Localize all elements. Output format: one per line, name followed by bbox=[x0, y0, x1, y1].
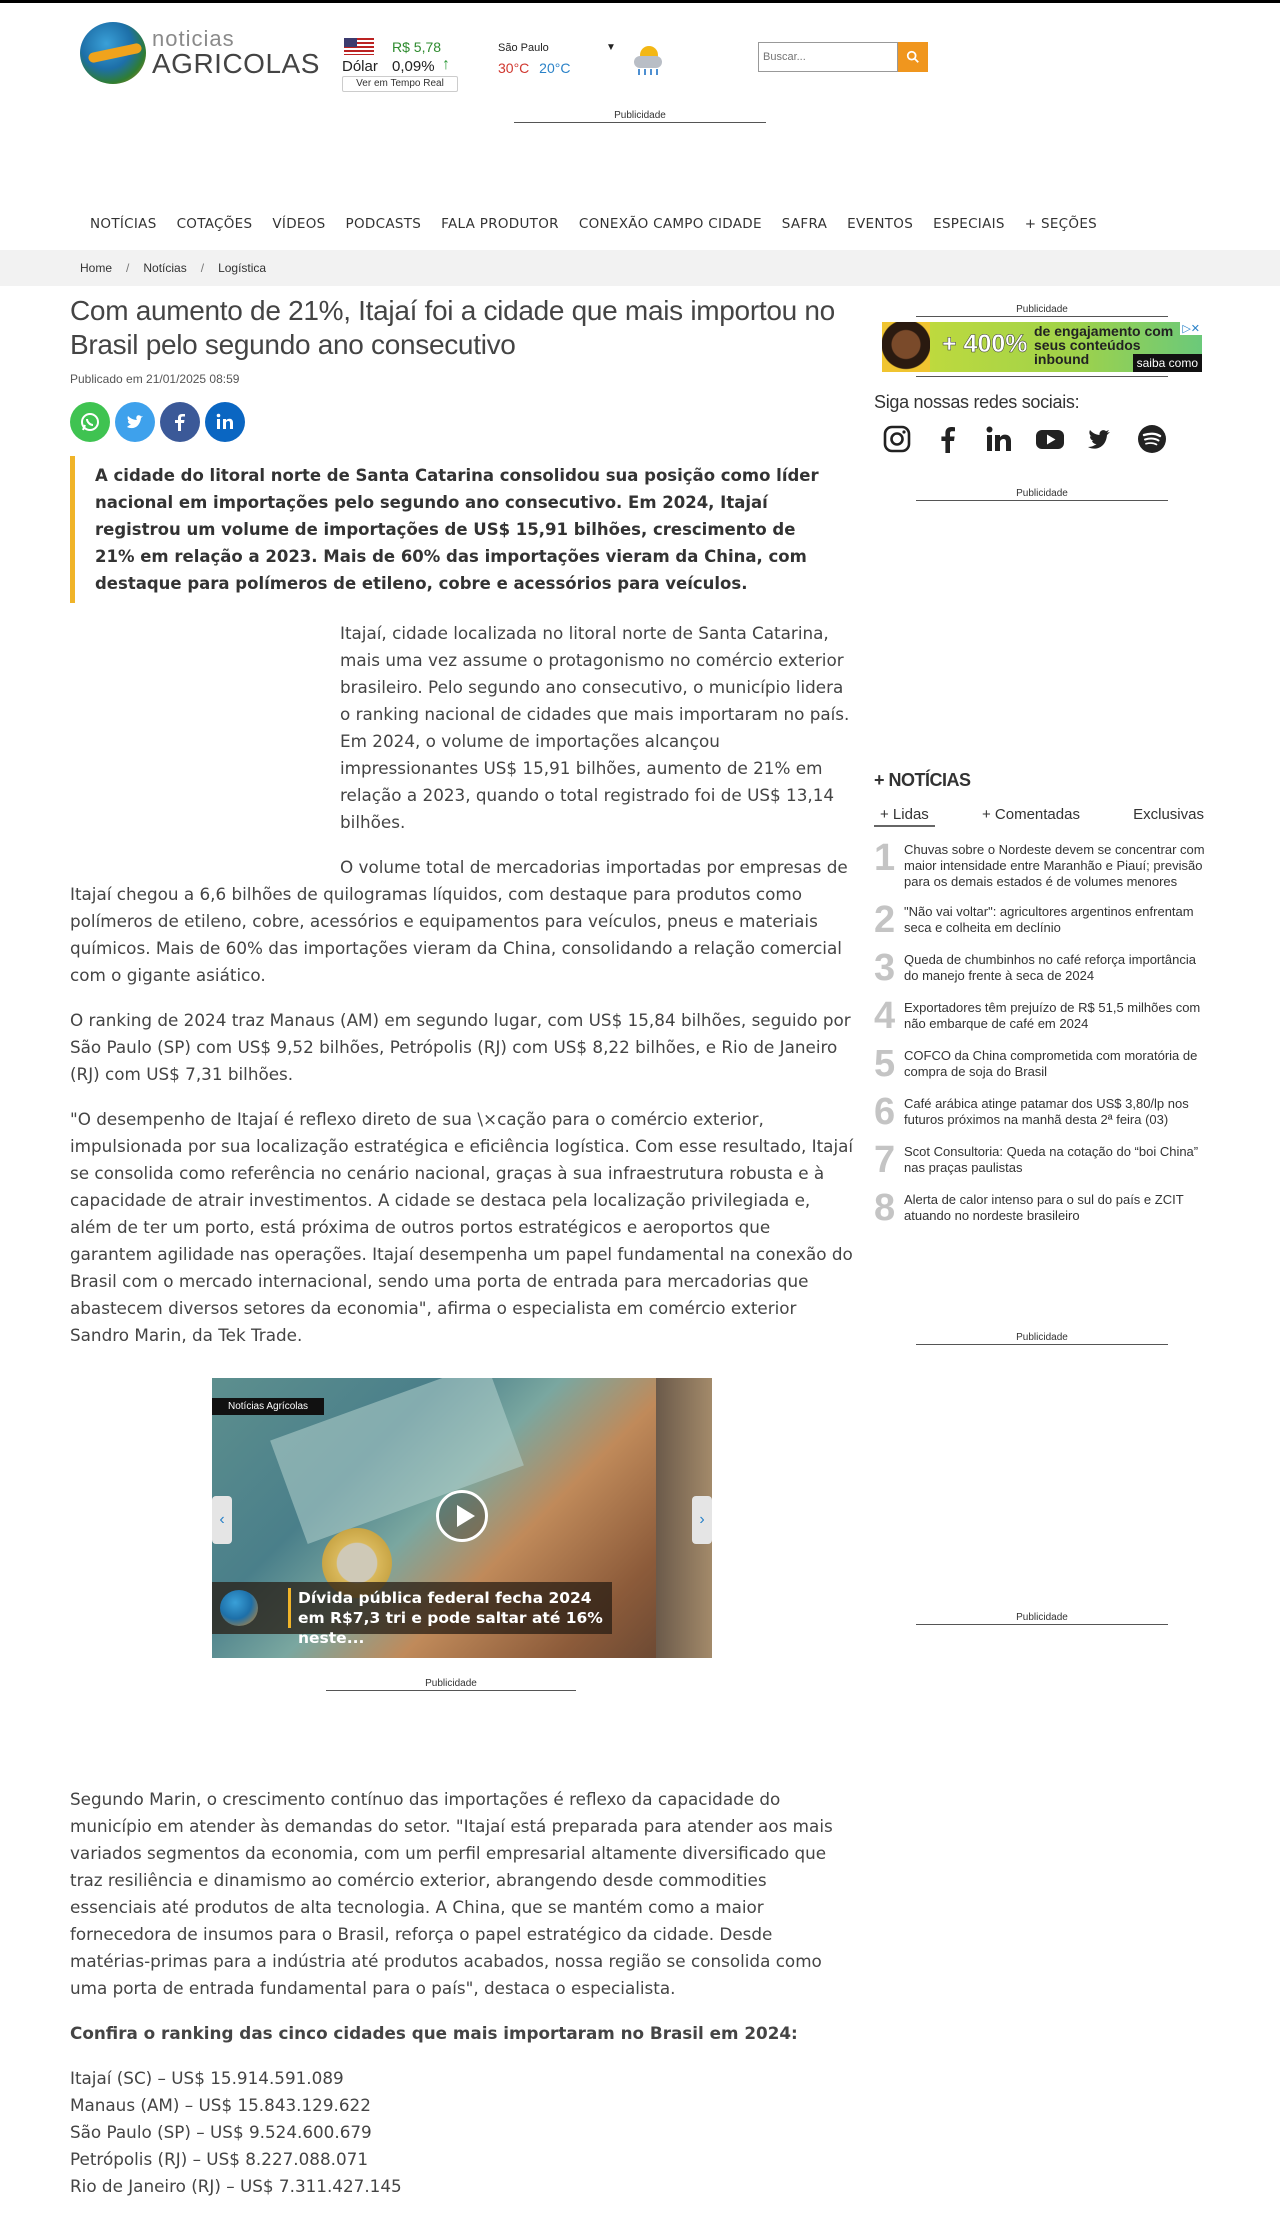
ranking-list bbox=[70, 2065, 856, 2200]
video-player[interactable] bbox=[212, 1378, 712, 1658]
news-rank: 5 bbox=[874, 1043, 896, 1085]
news-rank: 8 bbox=[874, 1187, 896, 1229]
social-links bbox=[882, 424, 1188, 454]
ranking-title: Confira o ranking das cinco cidades que mais importaram no Brasil em 2024: bbox=[70, 2023, 798, 2043]
twitter-icon[interactable] bbox=[1086, 424, 1116, 454]
logo-text-bottom: AGRICOLAS bbox=[152, 48, 320, 79]
divider bbox=[916, 376, 1168, 377]
nav-item-cotacoes[interactable]: COTAÇÕES bbox=[176, 216, 253, 232]
chevron-left-icon[interactable]: ‹ bbox=[212, 1496, 232, 1544]
ad-label: Publicidade bbox=[916, 488, 1168, 501]
list-item: Petrópolis (RJ) – US$ 8.227.088.071 bbox=[70, 2149, 369, 2169]
chevron-down-icon[interactable]: ▼ bbox=[606, 42, 616, 53]
share-buttons bbox=[70, 402, 250, 442]
dollar-price: R$ 5,78 bbox=[392, 39, 442, 55]
article-date: Publicado em 21/01/2025 08:59 bbox=[70, 372, 240, 386]
tab-mais-comentadas[interactable]: + Comentadas bbox=[981, 806, 1080, 823]
article-title: Com aumento de 21%, Itajaí foi a cidade que mais importou no Brasil pelo segundo ano consecutivo bbox=[70, 295, 835, 360]
article-body-bottom bbox=[70, 1786, 856, 2200]
video-caption bbox=[212, 1582, 612, 1647]
ad-label: Publicidade bbox=[916, 1332, 1168, 1345]
dollar-change: 0,09% bbox=[392, 58, 435, 75]
channel-logo-icon bbox=[220, 1590, 258, 1626]
realtime-button[interactable]: Ver em Tempo Real bbox=[342, 76, 458, 92]
news-link[interactable]: Alerta de calor intenso para o sul do país e ZCIT atuando no nordeste brasileiro bbox=[904, 1192, 1184, 1223]
top-border bbox=[0, 0, 1280, 3]
share-facebook-button[interactable] bbox=[160, 402, 200, 442]
list-item[interactable] bbox=[874, 1139, 1214, 1181]
us-flag-icon bbox=[344, 38, 374, 55]
chevron-right-icon[interactable]: › bbox=[692, 1496, 712, 1544]
ad-label: Publicidade bbox=[326, 1678, 576, 1691]
list-item: Manaus (AM) – US$ 15.843.129.622 bbox=[70, 2095, 371, 2115]
search-button[interactable] bbox=[898, 42, 928, 72]
facebook-icon bbox=[168, 410, 192, 434]
breadcrumb-separator: / bbox=[200, 261, 205, 275]
news-link[interactable]: Exportadores têm prejuízo de R$ 51,5 milhões com não embarque de café em 2024 bbox=[904, 1000, 1201, 1031]
nav-item-noticias[interactable]: NOTÍCIAS bbox=[90, 216, 157, 232]
more-news-list bbox=[874, 837, 1214, 1238]
news-rank: 4 bbox=[874, 995, 896, 1037]
arrow-up-icon: ↑ bbox=[442, 56, 450, 73]
news-link[interactable]: Chuvas sobre o Nordeste devem se concentrar com maior intensidade entre Maranhão e Piauí; previsão para os demais estados é de volumes menores bbox=[904, 842, 1205, 889]
news-rank: 3 bbox=[874, 947, 896, 989]
spotify-icon[interactable] bbox=[1137, 424, 1167, 454]
nav-item-fala-produtor[interactable]: FALA PRODUTOR bbox=[441, 216, 559, 232]
city-select[interactable]: São Paulo bbox=[498, 42, 549, 54]
news-rank: 6 bbox=[874, 1091, 896, 1133]
dollar-label: Dólar bbox=[342, 58, 378, 75]
more-news-tabs bbox=[874, 806, 1210, 827]
list-item[interactable] bbox=[874, 1187, 1214, 1229]
search-input[interactable] bbox=[758, 42, 898, 72]
play-icon[interactable] bbox=[436, 1490, 488, 1542]
breadcrumb-home[interactable]: Home bbox=[80, 261, 113, 275]
logo-globe-icon bbox=[80, 22, 146, 84]
article-paragraph: Itajaí, cidade localizada no litoral norte de Santa Catarina, mais uma vez assume o protagonismo no comércio exterior brasileiro. Pelo segundo ano consecutivo, o município lidera o ranking nacional de cidades que mais importaram no país. Em 2024, o volume de importações alcançou impressionantes US$ 15,91 bilhões, aumento de 21% em relação a 2023, quando o total registrado foi de US$ 13,14 bilhões. bbox=[340, 623, 850, 832]
article-lead: A cidade do litoral norte de Santa Catarina consolidou sua posição como líder nacional em importações pelo segundo ano consecutivo. Em 2024, Itajaí registrou um volume de importações de US$ 15,91 bilhões, crescimento de 21% em relação a 2023. Mais de 60% das importações vieram da China, com destaque para polímeros de etileno, cobre e acessórios para veículos. bbox=[70, 456, 820, 603]
ad-label: Publicidade bbox=[916, 304, 1168, 317]
list-item: Rio de Janeiro (RJ) – US$ 7.311.427.145 bbox=[70, 2176, 402, 2196]
weather-widget bbox=[498, 42, 616, 76]
news-rank: 2 bbox=[874, 899, 896, 941]
youtube-icon[interactable] bbox=[1035, 424, 1065, 454]
ad-headline: + 400% bbox=[942, 330, 1028, 358]
more-news-title: + NOTÍCIAS bbox=[874, 770, 971, 790]
nav-item-safra[interactable]: SAFRA bbox=[781, 216, 828, 232]
news-link[interactable]: "Não vai voltar": agricultores argentinos enfrentam seca e colheita em declínio bbox=[904, 904, 1194, 935]
temp-max: 30°C bbox=[498, 60, 530, 76]
nav-item-especiais[interactable]: ESPECIAIS bbox=[933, 216, 1005, 232]
search-bar bbox=[758, 42, 928, 72]
temp-min: 20°C bbox=[539, 60, 571, 76]
news-link[interactable]: Scot Consultoria: Queda na cotação do “boi China” nas praças paulistas bbox=[904, 1144, 1199, 1175]
list-item[interactable] bbox=[874, 947, 1214, 989]
nav-item-conexao[interactable]: CONEXÃO CAMPO CIDADE bbox=[578, 216, 762, 232]
nav-item-podcasts[interactable]: PODCASTS bbox=[345, 216, 422, 232]
facebook-icon[interactable] bbox=[933, 424, 963, 454]
breadcrumb-logistica[interactable]: Logística bbox=[218, 261, 267, 275]
ad-cta[interactable]: saiba como bbox=[1133, 354, 1202, 372]
video-channel-badge: Notícias Agrícolas bbox=[212, 1398, 324, 1415]
nav-item-eventos[interactable]: EVENTOS bbox=[847, 216, 914, 232]
breadcrumb-separator: / bbox=[126, 261, 130, 275]
site-logo[interactable] bbox=[80, 22, 320, 84]
instagram-icon[interactable] bbox=[882, 424, 912, 454]
inline-ad-space bbox=[70, 620, 340, 880]
linkedin-icon bbox=[213, 410, 237, 434]
tab-exclusivas[interactable]: Exclusivas bbox=[1133, 806, 1204, 823]
ad-close-icon[interactable]: ▷✕ bbox=[1182, 323, 1200, 335]
list-item[interactable] bbox=[874, 995, 1214, 1037]
list-item[interactable] bbox=[874, 899, 1214, 941]
video-title: Dívida pública federal fecha 2024 em R$7,3 tri e pode saltar até 16% neste... bbox=[298, 1589, 603, 1647]
news-link[interactable]: COFCO da China comprometida com moratória de compra de soja do Brasil bbox=[904, 1048, 1198, 1079]
article-paragraph: O volume total de mercadorias importadas por empresas de Itajaí chegou a 6,6 bilhões de quilogramas líquidos, com destaque para produtos como polímeros de etileno, cobre, acessórios e equipamentos para veículos, pneus e materiais químicos. Mais de 60% das importações vieram da China, consolidando a relação comercial com o gigante asiático. bbox=[70, 857, 848, 985]
list-item: Itajaí (SC) – US$ 15.914.591.089 bbox=[70, 2068, 344, 2088]
news-link[interactable]: Queda de chumbinhos no café reforça importância do manejo frente à seca de 2024 bbox=[904, 952, 1196, 983]
ad-label: Publicidade bbox=[916, 1612, 1168, 1625]
share-whatsapp-button[interactable] bbox=[70, 402, 110, 442]
breadcrumb-noticias[interactable]: Notícias bbox=[143, 261, 187, 275]
share-twitter-button[interactable] bbox=[115, 402, 155, 442]
news-link[interactable]: Café arábica atinge patamar dos US$ 3,80/lp nos futuros próximos na manhã desta 2ª feira (03) bbox=[904, 1096, 1189, 1127]
weather-storm-icon bbox=[630, 42, 666, 78]
article-paragraph: O ranking de 2024 traz Manaus (AM) em segundo lugar, com US$ 15,84 bilhões, seguido por São Paulo (SP) com US$ 9,52 bilhões, Petrópolis (RJ) com US$ 8,22 bilhões, e Rio de Janeiro (RJ) com US$ 7,31 bilhões. bbox=[70, 1010, 851, 1084]
article-paragraph: "O desempenho de Itajaí é reflexo direto de sua \×cação para o comércio exterior, impulsionada por sua localização estratégica e eficiência logística. Com esse resultado, Itajaí se consolida como referência no cenário nacional, graças à sua infraestrutura robusta e à capacidade de atrair investimentos. A cidade se destaca pela localização privilegiada e, além de ter um porto, está próxima de outros portos estratégicos e aeroportos que garantem agilidade nas operações. Itajaí desempenha um papel fundamental na conexão do Brasil com o mercado internacional, sendo uma porta de entrada para mercadorias que abastecem diversos setores da economia", afirma o especialista em comércio exterior Sandro Marin, da Tek Trade. bbox=[70, 1109, 854, 1345]
whatsapp-icon bbox=[78, 410, 102, 434]
logo-text-top: noticias bbox=[152, 26, 235, 51]
list-item[interactable] bbox=[874, 1043, 1214, 1085]
nav-item-secoes[interactable]: + SEÇÕES bbox=[1024, 216, 1098, 232]
share-linkedin-button[interactable] bbox=[205, 402, 245, 442]
list-item: São Paulo (SP) – US$ 9.524.600.679 bbox=[70, 2122, 372, 2142]
social-title: Siga nossas redes sociais: bbox=[874, 392, 1080, 412]
list-item[interactable] bbox=[874, 1091, 1214, 1133]
tab-mais-lidas[interactable]: + Lidas bbox=[874, 806, 935, 827]
article-paragraph: Segundo Marin, o crescimento contínuo das importações é reflexo da capacidade do município em atender às demandas do setor. "Itajaí está preparada para atender aos mais variados segmentos da economia, com um perfil empresarial altamente diversificado que traz resiliência e dinamismo ao comércio exterior, abrangendo desde commodities essenciais até produtos de alta tecnologia. A China, que se mantém como a maior fornecedora de insumos para o Brasil, reforça o papel estratégico da cidade. Desde matérias-primas para a indústria até produtos acabados, nossa região se consolida como uma porta de entrada fundamental para o país", destaca o especialista. bbox=[70, 1789, 833, 1998]
twitter-icon bbox=[123, 410, 147, 434]
main-nav bbox=[80, 216, 1107, 232]
ad-label: Publicidade bbox=[514, 110, 766, 123]
sidebar-ad-banner[interactable] bbox=[882, 322, 1202, 372]
breadcrumb bbox=[0, 250, 1280, 286]
news-rank: 7 bbox=[874, 1139, 896, 1181]
news-rank: 1 bbox=[874, 837, 896, 879]
linkedin-icon[interactable] bbox=[984, 424, 1014, 454]
list-item[interactable] bbox=[874, 837, 1214, 890]
nav-item-videos[interactable]: VÍDEOS bbox=[272, 216, 326, 232]
ad-text: de engajamento com seus conteúdos inbound bbox=[1034, 323, 1174, 367]
article-body-top bbox=[70, 620, 856, 1367]
search-icon bbox=[906, 50, 920, 64]
